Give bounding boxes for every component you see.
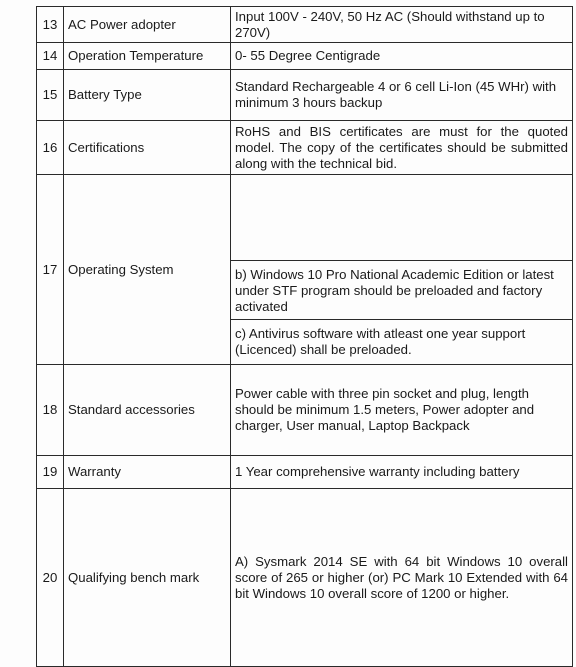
table-row [37, 43, 573, 70]
row-number: 19 [37, 456, 64, 489]
parameter-name: Battery Type [64, 70, 231, 121]
specification-text: Power cable with three pin socket and plug, length should be minimum 1.5 meters, Power adopter and charger, User manual, Laptop Backpack [231, 365, 573, 456]
blank-subsection [235, 178, 568, 260]
os-requirement-c: c) Antivirus software with atleast one year support (Licenced) shall be preloaded. [235, 325, 526, 357]
table-row [37, 175, 573, 365]
specification-text: 1 Year comprehensive warranty including battery [231, 456, 573, 489]
specification-text: RoHS and BIS certificates are must for the quoted model. The copy of the certificates should be submitted along with the technical bid. [231, 121, 573, 175]
row-number: 16 [37, 121, 64, 175]
specification-text: Standard Rechargeable 4 or 6 cell Li-Ion (45 WHr) with minimum 3 hours backup [231, 70, 573, 121]
parameter-name: AC Power adopter [64, 7, 231, 43]
specification-table [36, 6, 573, 667]
row-number: 15 [37, 70, 64, 121]
parameter-name: Standard accessories [64, 365, 231, 456]
parameter-name: Certifications [64, 121, 231, 175]
specification-cell [231, 175, 573, 365]
specification-text: 0- 55 Degree Centigrade [231, 43, 573, 70]
row-number: 18 [37, 365, 64, 456]
parameter-name: Warranty [64, 456, 231, 489]
table-row [37, 70, 573, 121]
specification-text: A) Sysmark 2014 SE with 64 bit Windows 10 overall score of 265 or higher (or) PC Mark 10 Extended with 64 bit Windows 10 overall score of 1200 or higher. [231, 489, 573, 667]
row-number: 14 [37, 43, 64, 70]
table-row [37, 365, 573, 456]
table-row [37, 456, 573, 489]
row-number: 13 [37, 7, 64, 43]
row-number: 17 [37, 175, 64, 365]
specification-text: Input 100V - 240V, 50 Hz AC (Should withstand up to 270V) [231, 7, 573, 43]
parameter-name: Operating System [64, 175, 231, 365]
row-number: 20 [37, 489, 64, 667]
table-row [37, 7, 573, 43]
table-row [37, 489, 573, 667]
parameter-name: Qualifying bench mark [64, 489, 231, 667]
table-row [37, 121, 573, 175]
os-requirement-b: b) Windows 10 Pro National Academic Edition or latest under STF program should be preloaded and factory activated [231, 260, 572, 320]
parameter-name: Operation Temperature [64, 43, 231, 70]
